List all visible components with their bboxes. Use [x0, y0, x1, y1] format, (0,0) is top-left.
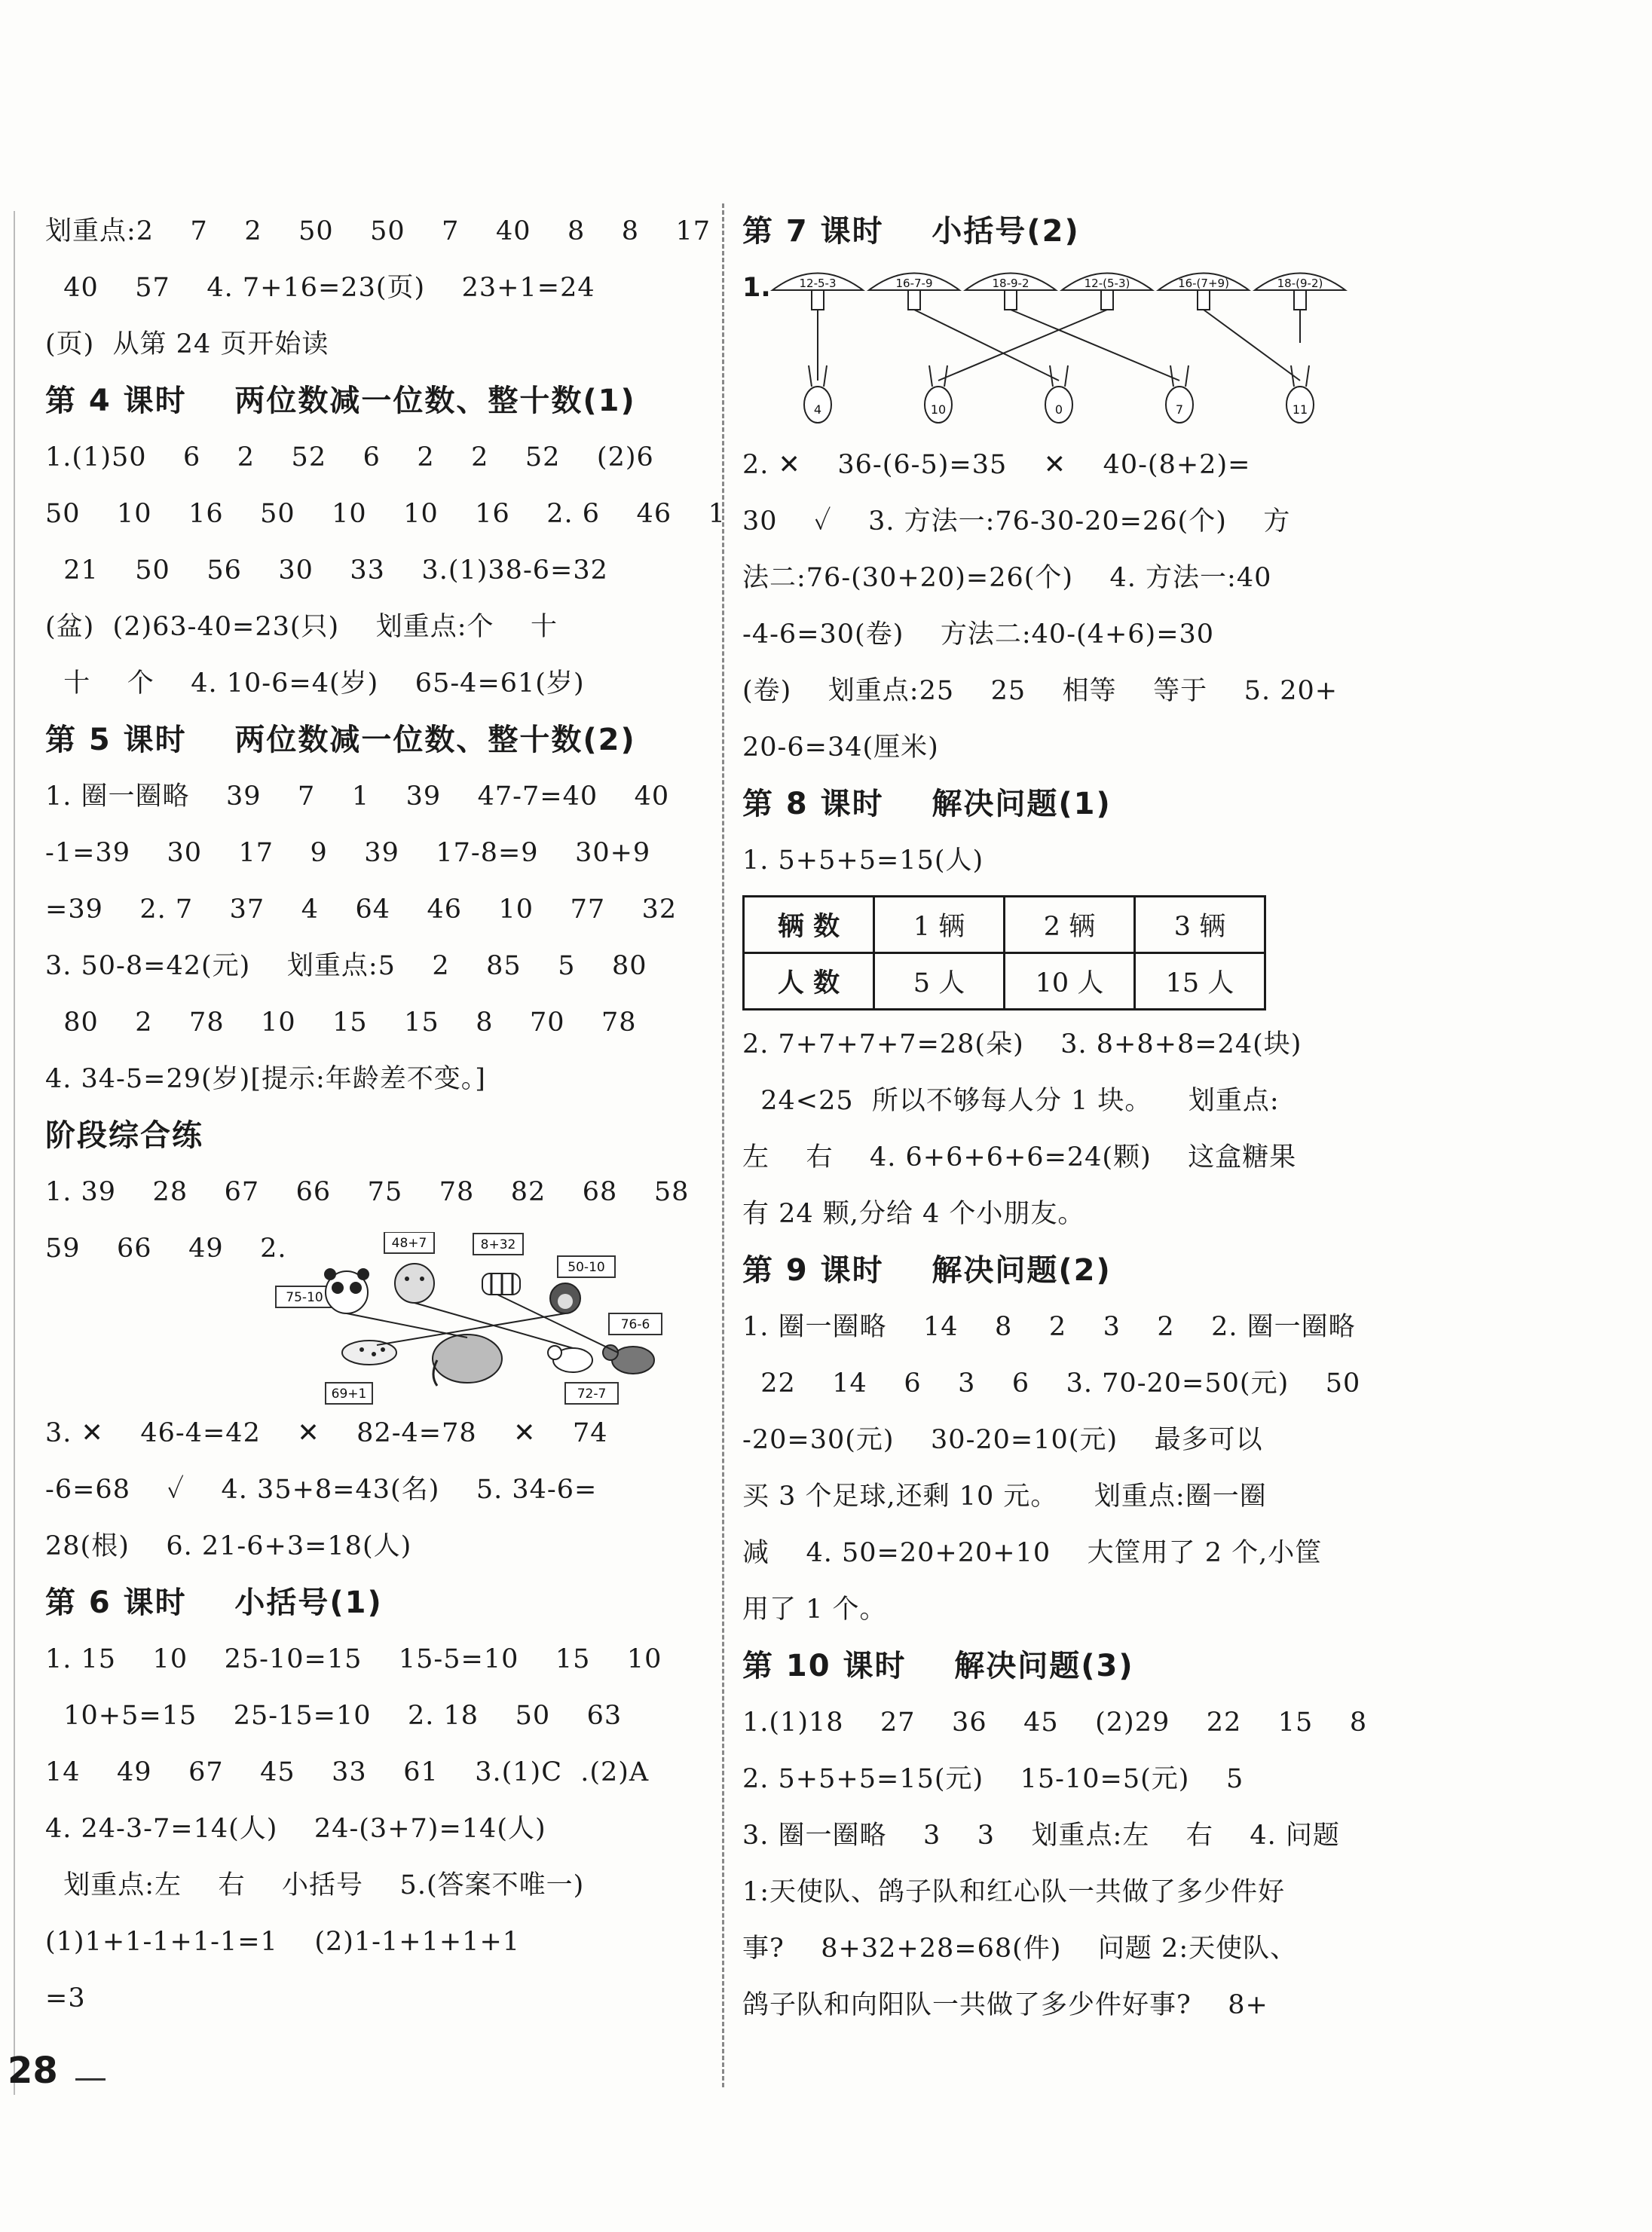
text-line: 20-6=34(厘米) [742, 732, 939, 763]
text-line: 1. 圈一圈略 14 8 2 3 2 2. 圈一圈略 [742, 1312, 1356, 1342]
text-line: 1. 39 28 67 66 75 78 82 68 58 [45, 1177, 690, 1207]
label-75-10: 75-10 [286, 1290, 323, 1305]
column-divider [722, 203, 724, 2087]
table-cell: 3 辆 [1135, 897, 1265, 953]
mushroom-rabbit-illustration [742, 260, 1375, 437]
text-line: 21 50 56 30 33 3.(1)38-6=32 [45, 555, 608, 586]
label-76-6: 76-6 [620, 1317, 650, 1332]
mushroom-label: 18-(9-2) [1277, 277, 1323, 290]
text-line: -6=68 ✓ 4. 35+8=43(名) 5. 34-6= [45, 1475, 598, 1505]
text-line: 左 右 4. 6+6+6+6=24(颗) 这盒糖果 [742, 1142, 1297, 1173]
rabbit-label: 10 [930, 402, 947, 417]
margin-rule [14, 211, 15, 2095]
mushroom-label: 12-(5-3) [1084, 277, 1130, 290]
text-line: 50 10 16 50 10 10 16 2. 6 46 1 [45, 499, 726, 529]
zebra-icon [482, 1273, 520, 1295]
text-line: 鸽子队和向阳队一共做了多少件好事? 8+ [742, 1990, 1268, 2020]
text-line: 40 57 4. 7+16=23(页) 23+1=24 [45, 273, 595, 303]
text-line: 1. 5+5+5=15(人) [742, 845, 984, 876]
table-cell: 10 人 [1005, 953, 1135, 1010]
text-line: 划重点:2 7 2 50 50 7 40 8 8 17 [45, 216, 711, 246]
text-line: 划重点:左 右 小括号 5.(答案不唯一) [45, 1870, 585, 1900]
bear-icon [395, 1264, 434, 1303]
text-line: 22 14 6 3 6 3. 70-20=50(元) 50 [742, 1368, 1361, 1399]
text-line: 3. 圈一圈略 3 3 划重点:左 右 4. 问题 [742, 1821, 1340, 1851]
text-line: 1.(1)50 6 2 52 6 2 2 52 (2)6 [45, 442, 654, 472]
lesson-heading: 第 9 课时 解决问题(2) [742, 1253, 1112, 1288]
text-line: (页) 从第 24 页开始读 [45, 329, 329, 359]
text-line: 十 个 4. 10-6=4(岁) 65-4=61(岁) [45, 668, 585, 699]
text-line: 法二:76-(30+20)=26(个) 4. 方法一:40 [742, 563, 1272, 593]
elephant-icon [433, 1335, 502, 1386]
table-cell: 2 辆 [1005, 897, 1135, 953]
lesson-heading: 第 6 课时 小括号(1) [45, 1585, 383, 1620]
label-50-10: 50-10 [567, 1260, 605, 1275]
question-number: 1. [742, 273, 771, 303]
monkey-icon [550, 1283, 580, 1313]
text-line: -1=39 30 17 9 39 17-8=9 30+9 [45, 838, 651, 868]
text-line: 2. ✕ 36-(6-5)=35 ✕ 40-(8+2)= [742, 450, 1251, 480]
lesson-heading: 第 10 课时 解决问题(3) [742, 1649, 1134, 1683]
text-line: 24<25 所以不够每人分 1 块。 划重点: [742, 1086, 1280, 1116]
table-row-header: 人 数 [744, 953, 874, 1010]
rabbit-label: 4 [813, 402, 822, 417]
text-line: 3. 50-8=42(元) 划重点:5 2 85 5 80 [45, 951, 647, 981]
text-line: 4. 34-5=29(岁)[提示:年龄差不变。] [45, 1064, 486, 1094]
text-line: 1.(1)18 27 36 45 (2)29 22 15 8 [742, 1708, 1368, 1738]
text-line: 2. 7+7+7+7=28(朵) 3. 8+8+8=24(块) [742, 1029, 1302, 1059]
matching-lines [818, 310, 1300, 381]
table-row [744, 897, 1265, 953]
table-cell: 1 辆 [874, 897, 1005, 953]
section-heading: 阶段综合练 [45, 1118, 203, 1153]
animal-matching-figure [45, 1232, 701, 1405]
text-line: 14 49 67 45 33 61 3.(1)C .(2)A [45, 1757, 650, 1787]
rabbit-label: 0 [1054, 402, 1063, 417]
text-line: 有 24 颗,分给 4 个小朋友。 [742, 1199, 1085, 1229]
text-line: 80 2 78 10 15 15 8 70 78 [45, 1007, 637, 1038]
text-line: 3. ✕ 46-4=42 ✕ 82-4=78 ✕ 74 [45, 1418, 608, 1448]
page-number: 28 [8, 2050, 58, 2092]
page-number-dash [75, 2078, 106, 2081]
animal-matching-illustration [45, 1232, 701, 1405]
text-line: 1. 15 10 25-10=15 15-5=10 15 10 [45, 1644, 662, 1674]
table-cell: 15 人 [1135, 953, 1265, 1010]
text-line: (盆) (2)63-40=23(只) 划重点:个 十 [45, 612, 558, 642]
mushroom-rabbit-figure [742, 260, 1375, 437]
text-line: 1:天使队、鸽子队和红心队一共做了多少件好 [742, 1877, 1286, 1907]
text-line: (卷) 划重点:25 25 相等 等于 5. 20+ [742, 676, 1338, 706]
table-cell: 5 人 [874, 953, 1005, 1010]
rabbit-label: 11 [1292, 402, 1308, 417]
panda-icon [324, 1268, 369, 1313]
text-line: 59 66 49 2. [45, 1234, 287, 1264]
label-69-1: 69+1 [331, 1387, 367, 1402]
vehicles-people-table [742, 895, 1266, 1011]
text-line: 28(根) 6. 21-6+3=18(人) [45, 1531, 412, 1561]
lesson-heading: 第 5 课时 两位数减一位数、整十数(2) [45, 723, 636, 757]
left-column [45, 203, 726, 2027]
text-line: 2. 5+5+5=15(元) 15-10=5(元) 5 [742, 1764, 1244, 1794]
text-line: (1)1+1-1+1-1=1 (2)1-1+1+1+1 [45, 1927, 521, 1957]
text-line: 30 ✓ 3. 方法一:76-30-20=26(个) 方 [742, 506, 1291, 537]
text-line: 买 3 个足球,还剩 10 元。 划重点:圈一圈 [742, 1481, 1267, 1512]
text-line: -20=30(元) 30-20=10(元) 最多可以 [742, 1425, 1263, 1455]
text-line: =3 [45, 1983, 86, 2013]
table-row-header: 辆 数 [744, 897, 874, 953]
lesson-heading: 第 7 课时 小括号(2) [742, 214, 1080, 249]
puppy-icon [548, 1346, 592, 1372]
rabbit-label: 7 [1175, 402, 1184, 417]
label-27-28: 72-7 [577, 1387, 607, 1402]
mushroom-label: 16-7-9 [895, 277, 933, 290]
label-48-7: 48+7 [391, 1236, 427, 1251]
text-line: =39 2. 7 37 4 64 46 10 77 32 [45, 894, 678, 925]
text-line: 用了 1 个。 [742, 1595, 887, 1625]
lesson-heading: 第 4 课时 两位数减一位数、整十数(1) [45, 384, 636, 418]
mushroom-label: 16-(7+9) [1178, 277, 1229, 290]
right-column [742, 203, 1375, 2034]
leopard-icon [342, 1341, 396, 1365]
text-line: 4. 24-3-7=14(人) 24-(3+7)=14(人) [45, 1814, 546, 1844]
text-line: 1. 圈一圈略 39 7 1 39 47-7=40 40 [45, 781, 670, 812]
text-line: 事? 8+32+28=68(件) 问题 2:天使队、 [742, 1934, 1298, 1964]
lesson-heading: 第 8 课时 解决问题(1) [742, 787, 1112, 821]
mushroom-label: 12-5-3 [799, 277, 837, 290]
label-8-32: 8+32 [480, 1237, 516, 1252]
text-line: 减 4. 50=20+20+10 大筐用了 2 个,小筐 [742, 1538, 1323, 1568]
text-line: -4-6=30(卷) 方法二:40-(4+6)=30 [742, 619, 1215, 650]
mushroom-label: 18-9-2 [992, 277, 1029, 290]
table-row [744, 953, 1265, 1010]
text-line: 10+5=15 25-15=10 2. 18 50 63 [45, 1701, 623, 1731]
